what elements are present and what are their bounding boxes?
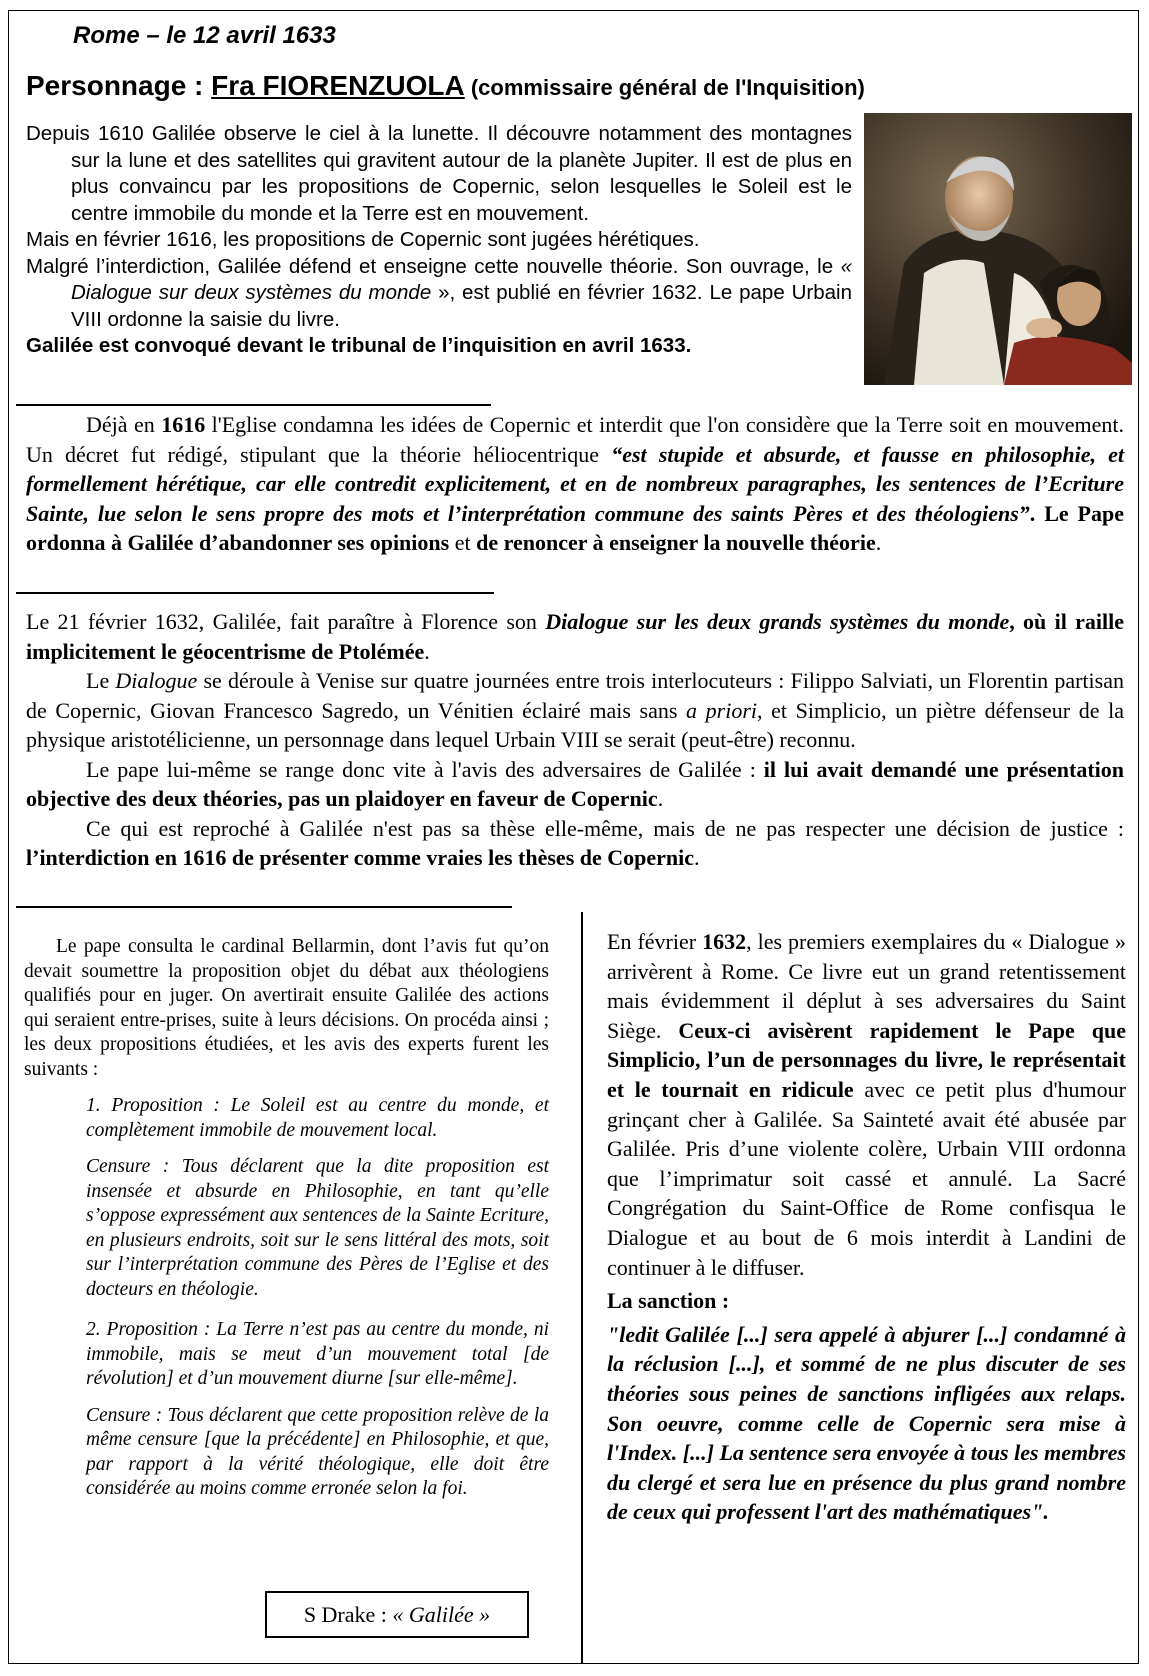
dialogue-p1-bold: , où il raille implicitement le géocentrisme de Ptolémée	[26, 609, 1124, 664]
dialogue-p3-end: .	[657, 786, 664, 811]
excerpt-proposition-1: 1. Proposition : Le Soleil est au centre du monde, et complètement immobile de mouvement local.	[86, 1095, 549, 1141]
reception-text-a: En février	[607, 929, 703, 954]
decree-text-c: . Le Pape ordonna à Galilée d’abandonner ses opinions	[26, 500, 1124, 555]
character-name: Fra FIORENZUOLA	[211, 70, 465, 101]
header-title	[26, 70, 865, 102]
section-dialogue	[26, 607, 1124, 873]
decree-text-f: .	[875, 530, 882, 555]
dialogue-paragraph-4	[26, 814, 1124, 873]
character-role: (commissaire général de l'Inquisition)	[464, 75, 865, 100]
decree-text-e: de renoncer à enseigner la nouvelle théorie	[476, 530, 876, 555]
right-column	[607, 927, 1126, 1527]
divider-2	[16, 592, 494, 594]
excerpt-proposition-2: 2. Proposition : La Terre n’est pas au centre du monde, ni immobile, mais se meut d’un mouvement total [de révolution] et d’un mouvement diurne [sur elle-même].	[86, 1319, 549, 1389]
reception-paragraph	[607, 927, 1126, 1282]
divider-3	[16, 906, 512, 908]
reception-bold: Ceux-ci avisèrent rapidement le Pape que Simplicio, l’un de personnages du livre, le représentait et le tournait en ridicule	[607, 1017, 1126, 1102]
source-title: « Galilée »	[392, 1602, 491, 1627]
intro-paragraph-2: Mais en février 1616, les propositions de Copernic sont jugées hérétiques.	[26, 228, 700, 251]
source-box	[265, 1591, 529, 1638]
dialogue-p3-text: Le pape lui-même se range donc vite à l'avis des adversaires de Galilée :	[86, 756, 764, 782]
reception-year: 1632	[702, 929, 747, 954]
dialogue-paragraph-1	[26, 607, 1124, 666]
dialogue-p4-end: .	[694, 845, 700, 870]
dialogue-p2-apriori: a priori	[686, 697, 757, 723]
divider-1	[16, 404, 491, 406]
decree-year: 1616	[161, 412, 206, 437]
dialogue-book-title: Dialogue sur les deux grands systèmes du monde	[545, 609, 1010, 634]
dialogue-p2-title: Dialogue	[115, 668, 198, 693]
intro-paragraph-3	[26, 254, 852, 334]
dialogue-p2-text-a: Le	[86, 668, 116, 693]
intro-paragraph-1: Depuis 1610 Galilée observe le ciel à la lunette. Il découvre notamment des montagnes sur la lune et des satellites qui gravitent autour de la planète Jupiter. Il est de plus en plus convaincu par les propositions de Copernic, selon lesquelles le Soleil est le centre immobile du monde et la Terre est en mouvement.	[26, 122, 852, 225]
reception-text-b: , les premiers exemplaires du « Dialogue » arrivèrent à Rome. Ce livre eut un grand retentissement mais évidemment il déplut à ses adversaires du Saint Siège.	[607, 929, 1126, 1043]
decree-quote: “est stupide et absurde, et fausse en philosophie, et formellement hérétique, car elle contredit explicitement, et en de nombreux paragraphes, les sentences de l’Ecriture Sainte, lue selon le sens propre des mots et l’interprétation commune des saints Pères et des théologiens”	[26, 441, 1125, 526]
dialogue-p4-text: Ce qui est reproché à Galilée n'est pas sa thèse elle-même, mais de ne pas respecter une décision de justice :	[86, 815, 1124, 841]
decree-text-a: Déjà en	[86, 412, 162, 437]
decree-text-d: et	[449, 530, 477, 555]
dialogue-p2-text-e: , et Simplicio, un piètre défenseur de la physique aristotélicienne, un personnage dans lequel Urbain VIII se serait (peut-être) reconnu.	[26, 697, 1124, 752]
sanction-heading: La sanction :	[607, 1288, 730, 1314]
dialogue-p3-bold: il lui avait demandé une présentation objective des deux théories, pas un plaidoyer en faveur de Copernic	[26, 756, 1124, 811]
decree-text-b: l'Eglise condamna les idées de Copernic et interdit que l'on considère que la Terre soit en mouvement. Un décret fut rédigé, stipulant que la théorie héliocentrique	[26, 412, 1124, 467]
intro-p3-text: Malgré l’interdiction, Galilée défend et enseigne cette nouvelle théorie. Son ouvrage, le	[26, 254, 841, 278]
excerpt-censure-1: Censure : Tous déclarent que la dite proposition est insensée et absurde en Philosophie, en tant qu’elle s’oppose expressément aux sentences de la Sainte Ecriture, en plusieurs endroits, soit sur le sens littéral des mots, soit sur l’interprétation commune des Pères de l’Eglise et des docteurs en théologie.	[86, 1156, 549, 1300]
portrait-image	[864, 113, 1132, 385]
intro-paragraph-4: Galilée est convoqué devant le tribunal de l’inquisition en avril 1633.	[26, 334, 692, 357]
intro-p3-book-title: « Dialogue sur deux systèmes du monde	[71, 254, 852, 304]
excerpt-censure-2: Censure : Tous déclarent que cette proposition relève de la même censure [que la précédente] en Philosophie, et que, par rapport à la vérité théologique, elle doit être considérée au moins comme erronée selon la foi.	[86, 1404, 549, 1499]
decree-paragraph	[26, 410, 1124, 558]
column-divider	[581, 912, 583, 1664]
reception-text-d: avec ce petit plus d'humour grinçant cher à Galilée. Sa Sainteté avait été abusée par Galilée. Pris d’une violente colère, Urbain VIII ordonna que l’imprimatur soit cassé et annulé. La Sacré Congrégation du Saint-Office de Rome confisqua le Dialogue et au bout de 6 mois interdit à Landini de continuer à le diffuser.	[607, 1076, 1126, 1280]
dialogue-paragraph-3	[26, 755, 1124, 814]
section-decree	[26, 410, 1124, 558]
excerpt-lead: Le pape consulta le cardinal Bellarmin, dont l’avis fut qu’on devait soumettre la proposition objet du débat aux théologiens qualifiés pour en juger. On avertirait ensuite Galilée des actions qui seraient entre-prises, suite à leurs décisions. On procéda ainsi ; les deux propositions étudiées, et les avis des experts furent les suivants :	[24, 936, 549, 1080]
dialogue-p1-text: Le 21 février 1632, Galilée, fait paraître à Florence son	[26, 609, 546, 634]
source-author: S Drake :	[303, 1602, 393, 1627]
drake-excerpt	[24, 935, 549, 1502]
dialogue-p4-bold: l’interdiction en 1616 de présenter comme vraies les thèses de Copernic	[26, 845, 695, 870]
header-date: Rome – le 12 avril 1633	[73, 22, 336, 49]
sanction-text: "ledit Galilée [...] sera appelé à abjurer [...] condamné à la réclusion [...], et sommé de ne plus discuter de ses théories sous peines de sanctions infligées aux relaps. Son oeuvre, comme celle de Copernic sera mise à l'Index. [...] La sentence sera envoyée à tous les membres du clergé et sera lue en présence du plus grand nombre de ceux qui professent l'art des mathématiques".	[607, 1321, 1126, 1525]
dialogue-p1-end: .	[424, 638, 430, 664]
title-label: Personnage :	[26, 70, 212, 101]
portrait-painting	[864, 113, 1132, 385]
intro-text	[26, 121, 852, 360]
dialogue-p2-text-c: se déroule à Venise sur quatre journées entre trois interlocuteurs : Filippo Salviati, un Florentin partisan de Copernic, Giovan Francesco Sagredo, un Vénitien éclairé mais sans	[26, 668, 1124, 723]
dialogue-paragraph-2	[26, 666, 1124, 755]
intro-p3-text-end: », est publié en février 1632. Le pape Urbain VIII ordonne la saisie du livre.	[71, 281, 852, 331]
